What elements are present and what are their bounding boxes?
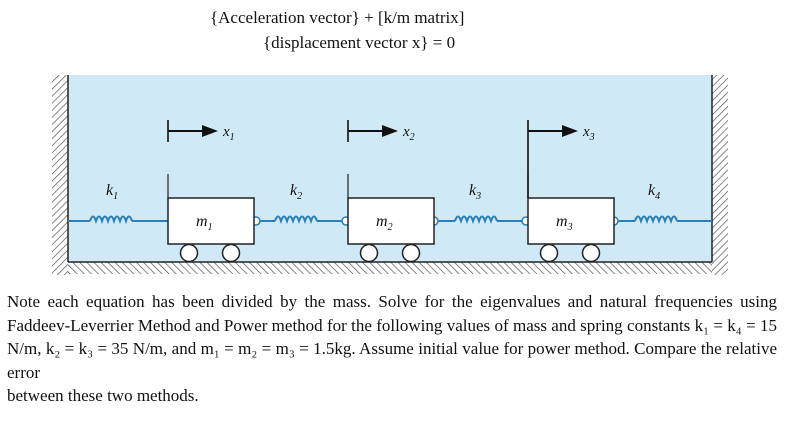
- right-wall: [712, 75, 728, 275]
- problem-statement: [7, 290, 777, 408]
- left-wall: [52, 75, 68, 275]
- label-k2: $k_2$: [290, 182, 303, 202]
- spring-mass-diagram: [0, 70, 789, 285]
- label-k1: $k_1$: [106, 182, 119, 202]
- equation-line-2: {displacement vector x} = 0: [263, 33, 456, 52]
- label-x2: $x_2$: [403, 124, 415, 143]
- problem-last-line: between these two methods.: [7, 386, 199, 405]
- equation-line-1: {Acceleration vector} + [k/m matrix]: [210, 8, 465, 27]
- label-m1: $m_1$: [196, 213, 213, 233]
- label-x1: $x_1$: [223, 124, 235, 143]
- problem-text: Note each equation has been divided by the mass. Solve for the eigenvalues and natural frequencies using Faddeev-Leverrier Method and Power method for the following values of mass and spring constants k₁ = k₄ = 15 N/m, k₂ = k₃ = 35 N/m, and m₁ = m₂ = m₃ = 1.5kg. Assume initial value for power method. Compare the relative error: [7, 292, 777, 382]
- label-m2: $m_2$: [376, 213, 393, 233]
- label-x3: $x_3$: [583, 124, 595, 143]
- label-k4: $k_4$: [648, 182, 661, 202]
- label-k3: $k_3$: [469, 182, 482, 202]
- floor: [68, 262, 712, 274]
- label-m3: $m_3$: [556, 213, 573, 233]
